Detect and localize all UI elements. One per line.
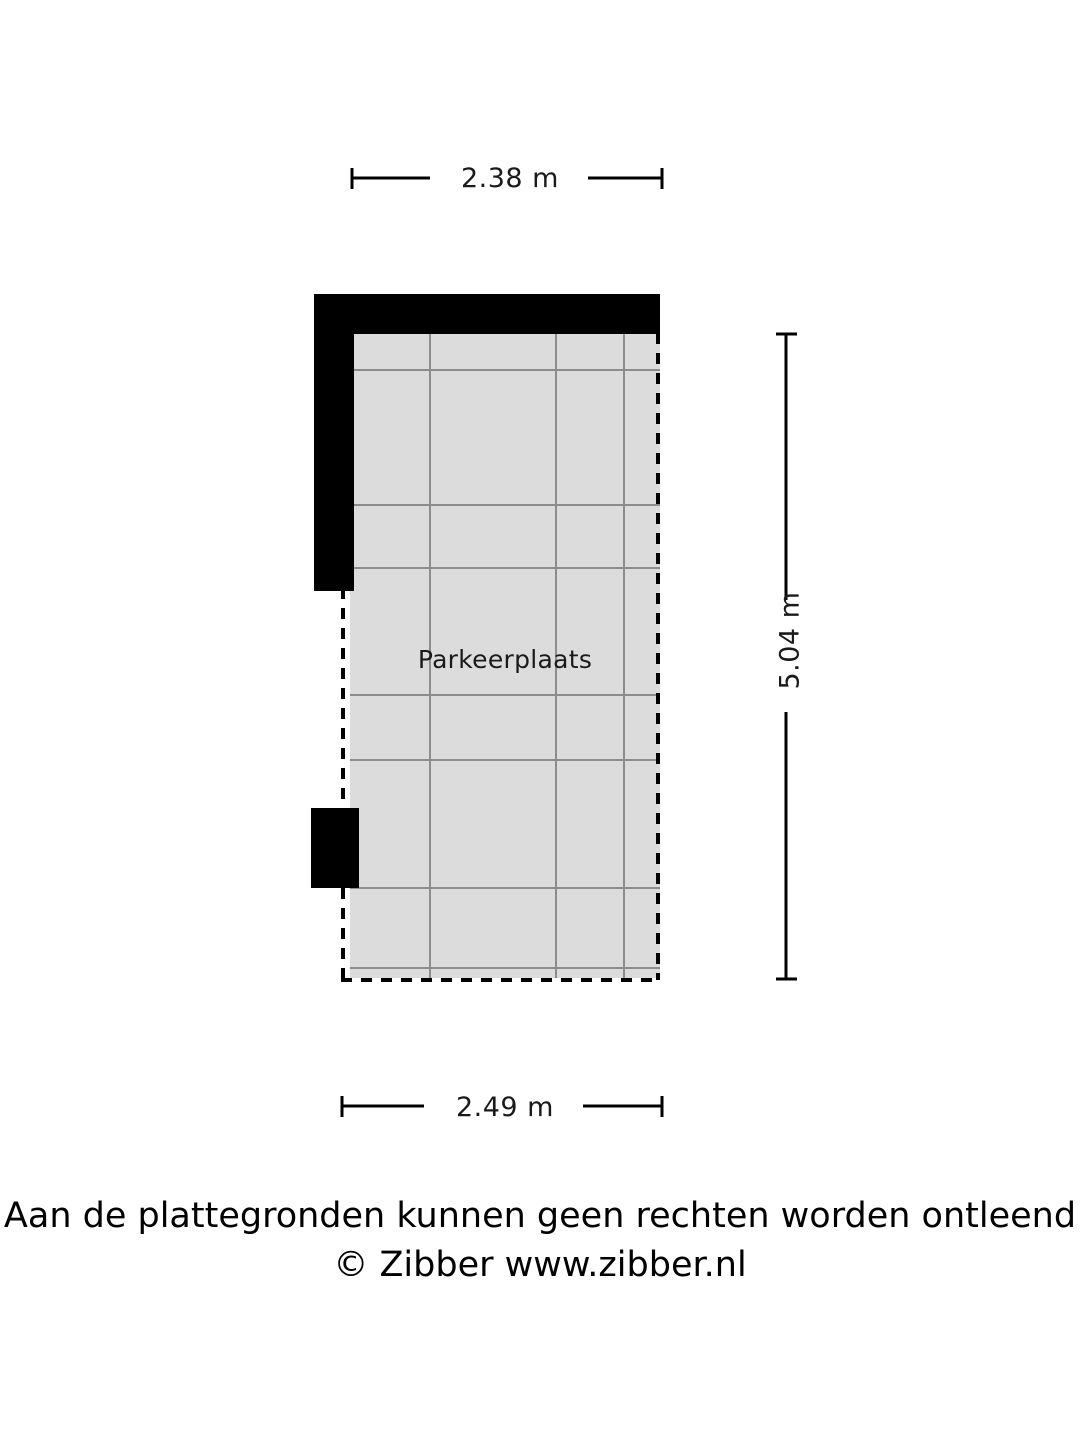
footer-line-2: © Zibber www.zibber.nl [333,1245,747,1285]
room-label-parkeerplaats: Parkeerplaats [417,645,593,674]
footer-disclaimer [0,1192,1080,1290]
dimension-label-bottom: 2.49 m [455,1092,554,1123]
dimension-label-top: 2.38 m [460,163,559,194]
footer-line-1: Aan de plattegronden kunnen geen rechten worden ontleend [3,1196,1077,1236]
dimension-label-right: 5.04 m [774,591,806,690]
